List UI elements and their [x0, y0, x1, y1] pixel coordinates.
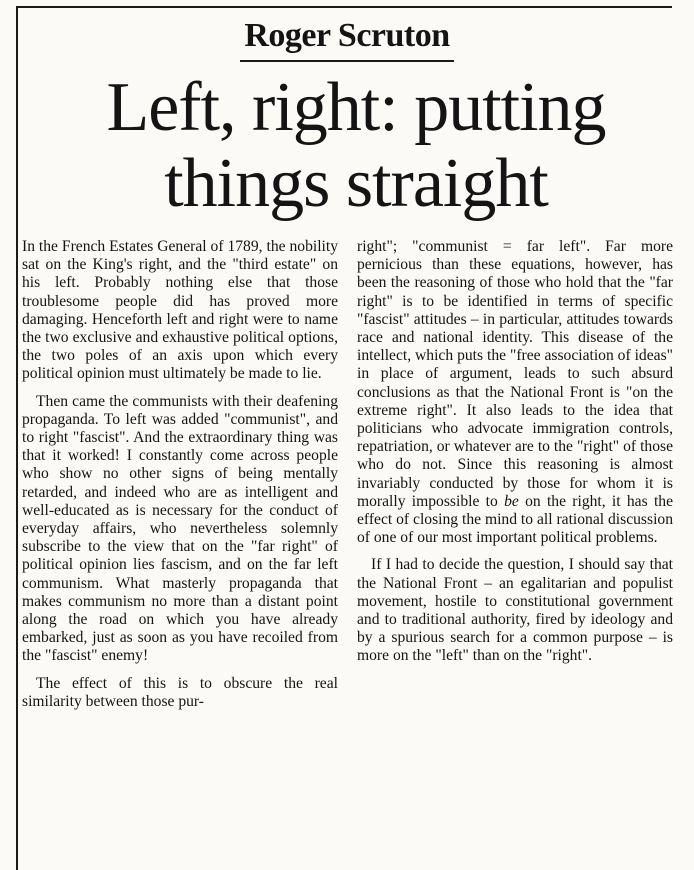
top-rule: [16, 6, 672, 8]
headline-line-2: things straight: [164, 145, 548, 222]
paragraph-4-text: right"; "communist = far left". Far more pernicious than these equations, however, has been the reasoning of those who hold that the "far right" is to be identified in terms of specific "fascist" attitudes – in particular, attitudes towards race and national identity. This disease of the intellect, which puts the "free association of ideas" in place of argument, leads to such absurd conclusions as that the National Front is "on the extreme right". It also leads to the idea that politicians who advocate immigration controls, repatriation, or whatever are to the "right" of those who do not. Since this reasoning is almost invariably conducted by those for whom it is morally impossible to: [357, 238, 673, 510]
byline: [0, 14, 694, 62]
article-body: [22, 238, 676, 870]
headline: [18, 70, 694, 222]
paragraph-4-emphasis: be: [504, 492, 519, 510]
paragraph-1: In the French Estates General of 1789, the nobility sat on the King's right, and the "third estate" on his left. Probably nothing else that those troublesome people did has proved more damaging. Henceforth left and right were to name the two exclusive and exhaustive political options, the two poles of an axis upon which every political opinion must ultimately be made to lie.: [22, 238, 338, 383]
paragraph-4: [357, 238, 673, 547]
paragraph-2: Then came the communists with their deafening propaganda. To left was added "communist", and to right "fascist". And the extraordinary thing was that it worked! I constantly come across people who show no other signs of being mentally retarded, and indeed who are as intelligent and well-educated as is necessary for the conduct of everyday affairs, who nevertheless solemnly subscribe to the view that on the "far right" of political opinion lies fascism, and on the far left communism. What masterly propaganda that makes communism no more than a distant point along the road on which you have already embarked, just as soon as you have recoiled from the "fascist" enemy!: [22, 392, 338, 665]
paragraph-4-end: on the right, it has the effect of closing the mind to all rational discussion of one of our most important political problems.: [357, 492, 674, 547]
paragraph-3: The effect of this is to obscure the real similarity between those pur-: [22, 674, 338, 710]
left-column: [22, 238, 338, 720]
byline-text: Roger Scruton: [240, 14, 453, 62]
headline-line-1: Left, right: putting: [106, 69, 606, 146]
right-column: [357, 238, 673, 675]
paragraph-5: If I had to decide the question, I should say that the National Front – an egalitarian and populist movement, hostile to constitutional government and to traditional authority, fired by ideology and by a spurious search for a common purpose – is more on the "left" than on the "right".: [357, 556, 673, 665]
